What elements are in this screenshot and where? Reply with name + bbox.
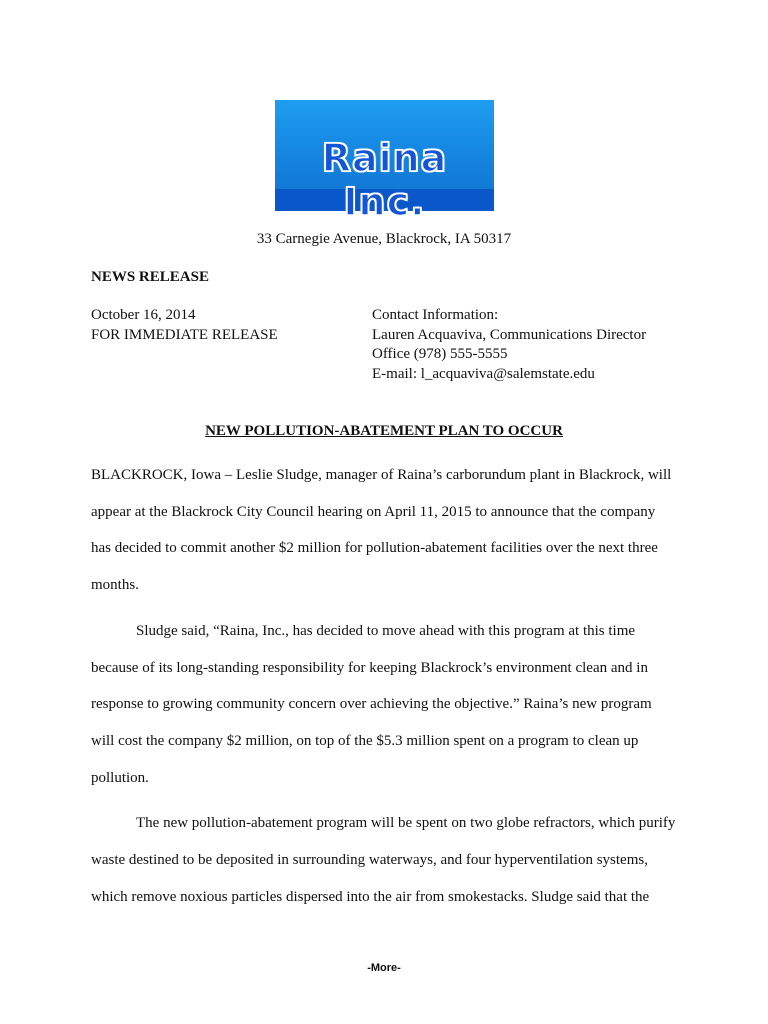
release-meta [91,306,278,345]
contact-email: E-mail: l_acquaviva@salemstate.edu [372,365,595,382]
contact-name: Lauren Acquaviva, Communications Director [372,326,647,343]
release-type: FOR IMMEDIATE RELEASE [91,326,278,343]
paragraph: The new pollution-abatement program will be spent on two globe refractors, which purify waste destined to be deposited in surrounding waterways, and four hyperventilation systems, which remove noxious particles dispersed into the air from smokestacks. Sludge said that the [91,815,676,905]
paragraph: Sludge said, “Raina, Inc., has decided to move ahead with this program at this time because of its long-standing responsibility for keeping Blackrock’s environment clean and in response to growing community concern over achieving the objective.” Raina’s new program will cost the company $2 million, on top of the $5.3 million spent on a program to clean up pollution. [91,622,652,786]
company-logo [275,100,494,224]
headline: NEW POLLUTION-ABATEMENT PLAN TO OCCUR [205,423,563,439]
paragraph: BLACKROCK, Iowa – Leslie Sludge, manager of Raina’s carborundum plant in Blackrock, will appear at the Blackrock City Council hearing on April 11, 2015 to announce that the company has decided to commit another $2 million for pollution-abatement facilities over the next three months. [91,467,672,594]
contact-info [372,306,646,384]
company-address: 33 Carnegie Avenue, Blackrock, IA 50317 [256,231,512,247]
logo-text: Raina Inc. [321,136,448,224]
news-release-label: NEWS RELEASE [91,269,209,285]
release-date: October 16, 2014 [91,307,196,323]
contact-heading: Contact Information: [372,307,499,323]
more-footer: -More- [367,962,401,974]
release-body [91,457,676,924]
contact-office: Office (978) 555-5555 [372,346,508,362]
